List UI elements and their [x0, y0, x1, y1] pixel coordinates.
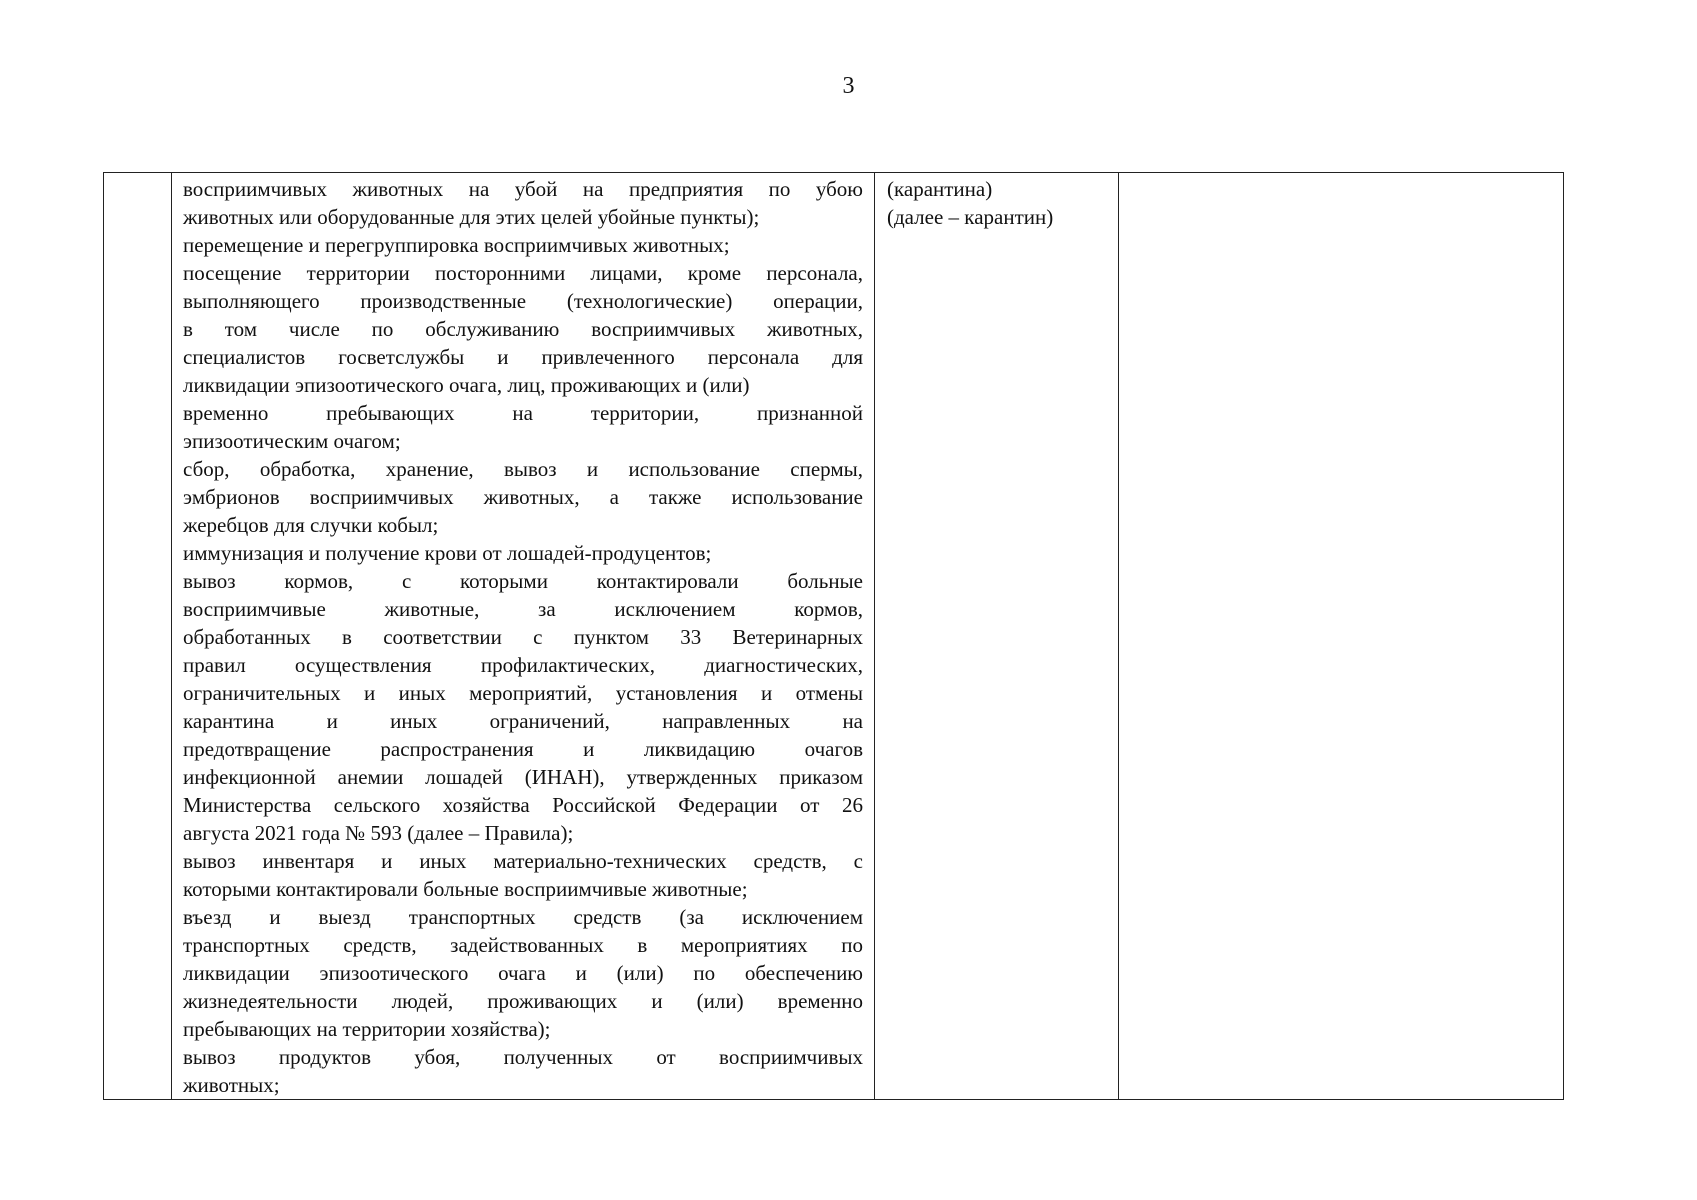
text-line: животных; — [183, 1073, 280, 1097]
text-line: специалистов госветслужбы и привлеченного персонала для — [183, 345, 863, 369]
text-line: вывоз продуктов убоя, полученных от восприимчивых — [183, 1045, 863, 1069]
text-line: (карантина) — [887, 177, 993, 201]
text-line: въезд и выезд транспортных средств (за исключением — [183, 905, 863, 929]
text-line: предотвращение распространения и ликвидацию очагов — [183, 737, 863, 761]
text-line: перемещение и перегруппировка восприимчивых животных; — [183, 233, 730, 257]
text-line: вывоз кормов, с которыми контактировали больные — [183, 569, 863, 593]
measures-text — [172, 173, 874, 1099]
text-line: жизнедеятельности людей, проживающих и (или) временно — [183, 989, 863, 1013]
text-line: инфекционной анемии лошадей (ИНАН), утвержденных приказом — [183, 765, 863, 789]
text-line: посещение территории посторонними лицами, кроме персонала, — [183, 261, 863, 285]
text-line: правил осуществления профилактических, диагностических, — [183, 653, 863, 677]
text-line: иммунизация и получение крови от лошадей-продуцентов; — [183, 541, 712, 565]
text-line: восприимчивых животных на убой на предприятия по убою — [183, 177, 863, 201]
table-cell-measures — [172, 173, 875, 1100]
status-text — [875, 173, 1118, 231]
text-line: ликвидации эпизоотического очага, лиц, проживающих и (или) — [183, 373, 750, 397]
table-cell-status — [875, 173, 1119, 1100]
text-line: карантина и иных ограничений, направленных на — [183, 709, 863, 733]
text-line: Министерства сельского хозяйства Российской Федерации от 26 — [183, 793, 863, 817]
text-line: августа 2021 года № 593 (далее – Правила); — [183, 821, 574, 845]
text-line: пребывающих на территории хозяйства); — [183, 1017, 551, 1041]
page-number: 3 — [842, 73, 855, 99]
text-line: которыми контактировали больные восприимчивые животные; — [183, 877, 748, 901]
text-line: сбор, обработка, хранение, вывоз и использование спермы, — [183, 457, 863, 481]
text-line: вывоз инвентаря и иных материально-технических средств, с — [183, 849, 863, 873]
text-line: в том числе по обслуживанию восприимчивых животных, — [183, 317, 863, 341]
text-line: (далее – карантин) — [887, 205, 1054, 229]
text-line: ограничительных и иных мероприятий, установления и отмены — [183, 681, 863, 705]
table-cell-empty — [1119, 173, 1564, 1100]
text-line: временно пребывающих на территории, признанной — [183, 401, 863, 425]
table-cell-number — [104, 173, 172, 1100]
text-line: жеребцов для случки кобыл; — [183, 513, 439, 537]
text-line: выполняющего производственные (технологические) операции, — [183, 289, 863, 313]
text-line: восприимчивые животные, за исключением кормов, — [183, 597, 863, 621]
text-line: эмбрионов восприимчивых животных, а также использование — [183, 485, 863, 509]
table-row — [104, 173, 1564, 1100]
text-line: транспортных средств, задействованных в мероприятиях по — [183, 933, 863, 957]
text-line: обработанных в соответствии с пунктом 33 Ветеринарных — [183, 625, 863, 649]
document-table — [103, 172, 1564, 1100]
text-line: ликвидации эпизоотического очага и (или) по обеспечению — [183, 961, 863, 985]
text-line: эпизоотическим очагом; — [183, 429, 401, 453]
text-line: животных или оборудованные для этих целей убойные пункты); — [183, 205, 760, 229]
